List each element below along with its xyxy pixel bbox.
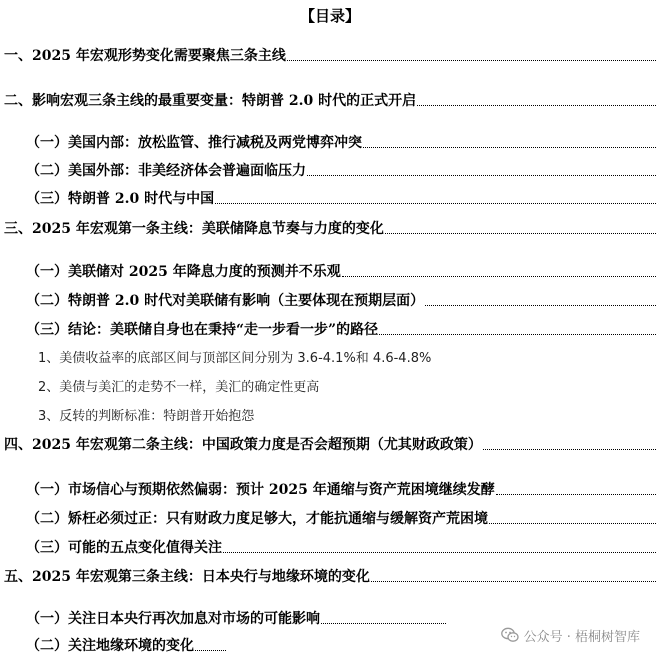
toc-entry-3-3-3[interactable] (38, 407, 338, 427)
toc-entry-3-3-1[interactable] (38, 349, 518, 369)
toc-leader (287, 60, 656, 61)
toc-leader (321, 623, 446, 624)
toc-entry-2-3[interactable] (26, 189, 656, 209)
toc-entry-2-2[interactable] (26, 161, 656, 181)
toc-entry-label: （二）美国外部：非美经济体会普遍面临压力 (26, 163, 306, 179)
toc-entry-label: （二）关注地缘环境的变化 (26, 638, 194, 654)
toc-entry-label: （三）结论：美联储自身也在秉持“走一步看一步”的路径 (26, 322, 379, 338)
toc-entry-4-3[interactable] (26, 538, 656, 558)
toc-leader (483, 449, 656, 450)
toc-leader (342, 276, 656, 277)
toc-entry-label: 1、美债收益率的底部区间与顶部区间分别为 3.6-4.1%和 4.6-4.8% (38, 351, 432, 366)
toc-leader (417, 105, 656, 106)
toc-entry-label: 二、影响宏观三条主线的最重要变量：特朗普 2.0 时代的正式开启 (4, 93, 417, 109)
toc-entry-label: （二）矫枉必须过正：只有财政力度足够大，才能抗通缩与缓解资产荒困境 (26, 511, 488, 527)
toc-entry-4-2[interactable] (26, 509, 656, 529)
toc-entry-label: 2、美债与美汇的走势不一样，美汇的确定性更高 (38, 380, 320, 395)
toc-entry-label: （三）可能的五点变化值得关注 (26, 540, 222, 556)
toc-leader (496, 494, 656, 495)
toc-entry-label: 3、反转的判断标准：特朗普开始抱怨 (38, 409, 255, 424)
toc-leader (195, 650, 226, 651)
toc-entry-label: 三、2025 年宏观第一条主线：美联储降息节奏与力度的变化 (4, 221, 384, 237)
toc-entry-label: 五、2025 年宏观第三条主线：日本央行与地缘环境的变化 (4, 569, 370, 585)
toc-entry-label: （二）特朗普 2.0 时代对美联储有影响（主要体现在预期层面） (26, 293, 425, 309)
toc-title: 【目录】 (299, 7, 360, 25)
toc-leader (425, 305, 656, 306)
toc-entry-label: （一）关注日本央行再次加息对市场的可能影响 (26, 611, 320, 627)
toc-entry-2-1[interactable] (26, 133, 656, 153)
wechat-icon (501, 627, 519, 643)
toc-entry-4-1[interactable] (26, 480, 656, 500)
toc-leader (215, 203, 656, 204)
watermark (499, 624, 642, 646)
toc-leader (371, 581, 656, 582)
toc-entry-4[interactable] (4, 435, 656, 455)
toc-leader (223, 552, 656, 553)
toc-leader (307, 175, 656, 176)
toc-entry-5-2[interactable] (26, 636, 226, 656)
watermark-text: 公众号 · 梧桐树智库 (523, 629, 640, 645)
toc-entry-label: （一）美联储对 2025 年降息力度的预测并不乐观 (26, 264, 341, 280)
toc-leader (385, 233, 656, 234)
toc-leader (363, 147, 656, 148)
toc-entry-5-1[interactable] (26, 609, 446, 629)
toc-entry-label: （三）特朗普 2.0 时代与中国 (26, 191, 215, 207)
toc-entry-label: （一）美国内部：放松监管、推行减税及两党博弈冲突 (26, 135, 362, 151)
toc-entry-label: 四、2025 年宏观第二条主线：中国政策力度是否会超预期（尤其财政政策） (4, 437, 482, 453)
toc-entry-3-3-2[interactable] (38, 378, 418, 398)
toc-entry-3-3[interactable] (26, 320, 656, 340)
toc-entry-5[interactable] (4, 567, 656, 587)
toc-entry-1[interactable] (4, 46, 656, 66)
toc-entry-2[interactable] (4, 91, 656, 111)
toc-entry-label: （一）市场信心与预期依然偏弱：预计 2025 年通缩与资产荒困境继续发酵 (26, 482, 495, 498)
toc-entry-3[interactable] (4, 219, 656, 239)
toc-entry-3-2[interactable] (26, 291, 656, 311)
toc-entry-label: 一、2025 年宏观形势变化需要聚焦三条主线 (4, 48, 286, 64)
toc-leader (379, 334, 656, 335)
toc-entry-3-1[interactable] (26, 262, 656, 282)
toc-leader (489, 523, 656, 524)
